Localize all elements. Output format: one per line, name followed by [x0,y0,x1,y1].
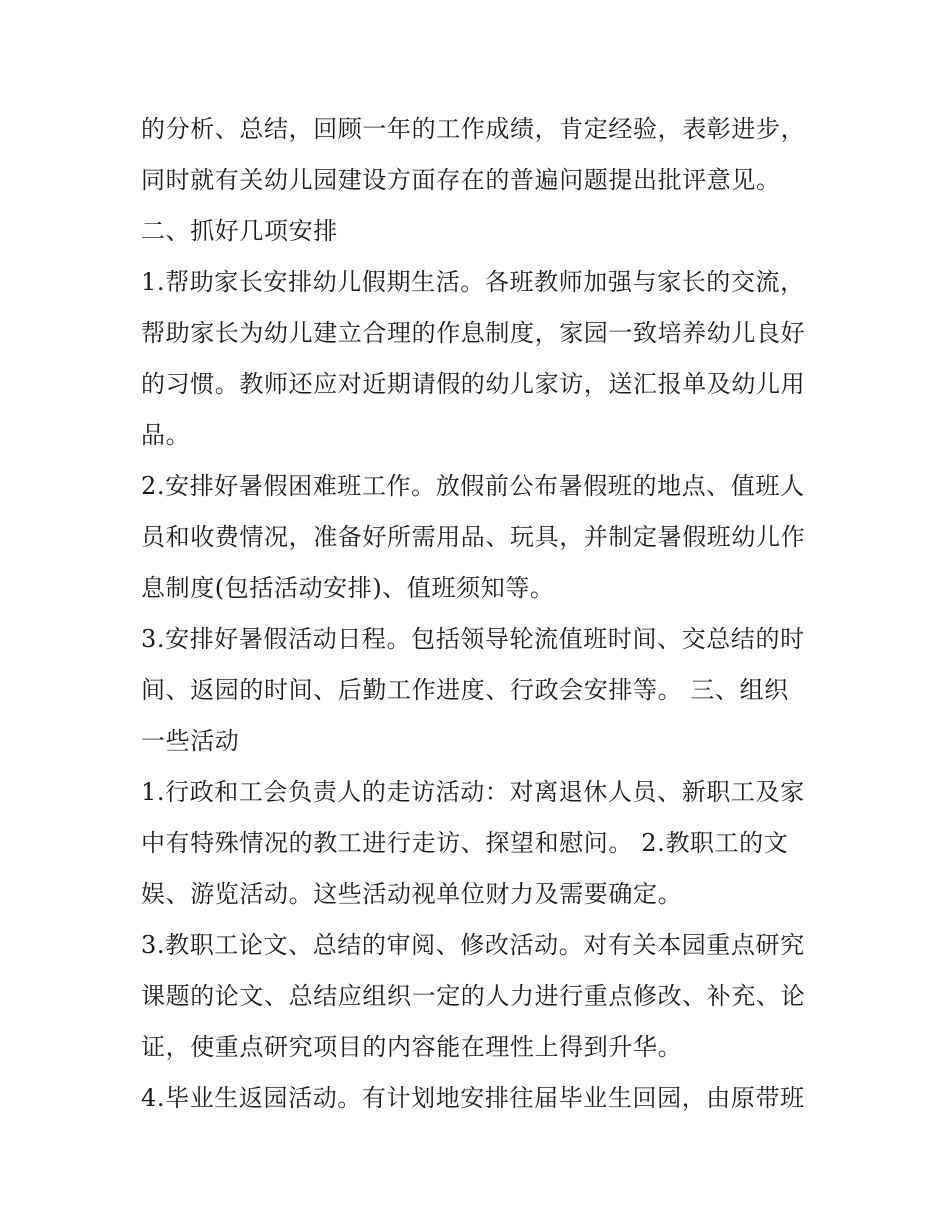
text-line: 帮助家长为幼儿建立合理的作息制度，家园一致培养幼儿良好 [141,319,806,347]
text-line: 3.教职工论文、总结的审阅、修改活动。对有关本园重点研究 [141,931,805,959]
text-line: 的习惯。教师还应对近期请假的幼儿家访，送汇报单及幼儿用 [141,370,806,398]
text-line: 课题的论文、总结应组织一定的人力进行重点修改、补充、论 [141,982,806,1010]
text-line: 证，使重点研究项目的内容能在理性上得到升华。 [141,1033,683,1061]
text-line: 中有特殊情况的教工进行走访、探望和慰问。 2.教职工的文 [141,829,789,857]
text-line: 品。 [141,421,191,449]
text-line: 3.安排好暑假活动日程。包括领导轮流值班时间、交总结的时 [141,625,805,653]
text-line: 一些活动 [141,727,240,755]
text-line: 娱、游览活动。这些活动视单位财力及需要确定。 [141,880,683,908]
text-line: 间、返园的时间、后勤工作进度、行政会安排等。 三、组织 [141,676,789,704]
text-line: 1.行政和工会负责人的走访活动：对离退休人员、新职工及家 [141,778,805,806]
text-line: 1.帮助家长安排幼儿假期生活。各班教师加强与家长的交流， [141,268,805,296]
text-line: 的分析、总结，回顾一年的工作成绩，肯定经验，表彰进步， [141,115,806,143]
text-line: 息制度(包括活动安排)、值班须知等。 [141,574,555,602]
text-line: 员和收费情况，准备好所需用品、玩具，并制定暑假班幼儿作 [141,523,806,551]
section-heading: 二、抓好几项安排 [141,217,338,245]
document-body [141,104,821,1124]
text-line: 4.毕业生返园活动。有计划地安排往届毕业生回园，由原带班 [141,1084,805,1112]
text-line: 同时就有关幼儿园建设方面存在的普遍问题提出批评意见。 [141,166,781,194]
text-line: 2.安排好暑假困难班工作。放假前公布暑假班的地点、值班人 [141,472,805,500]
